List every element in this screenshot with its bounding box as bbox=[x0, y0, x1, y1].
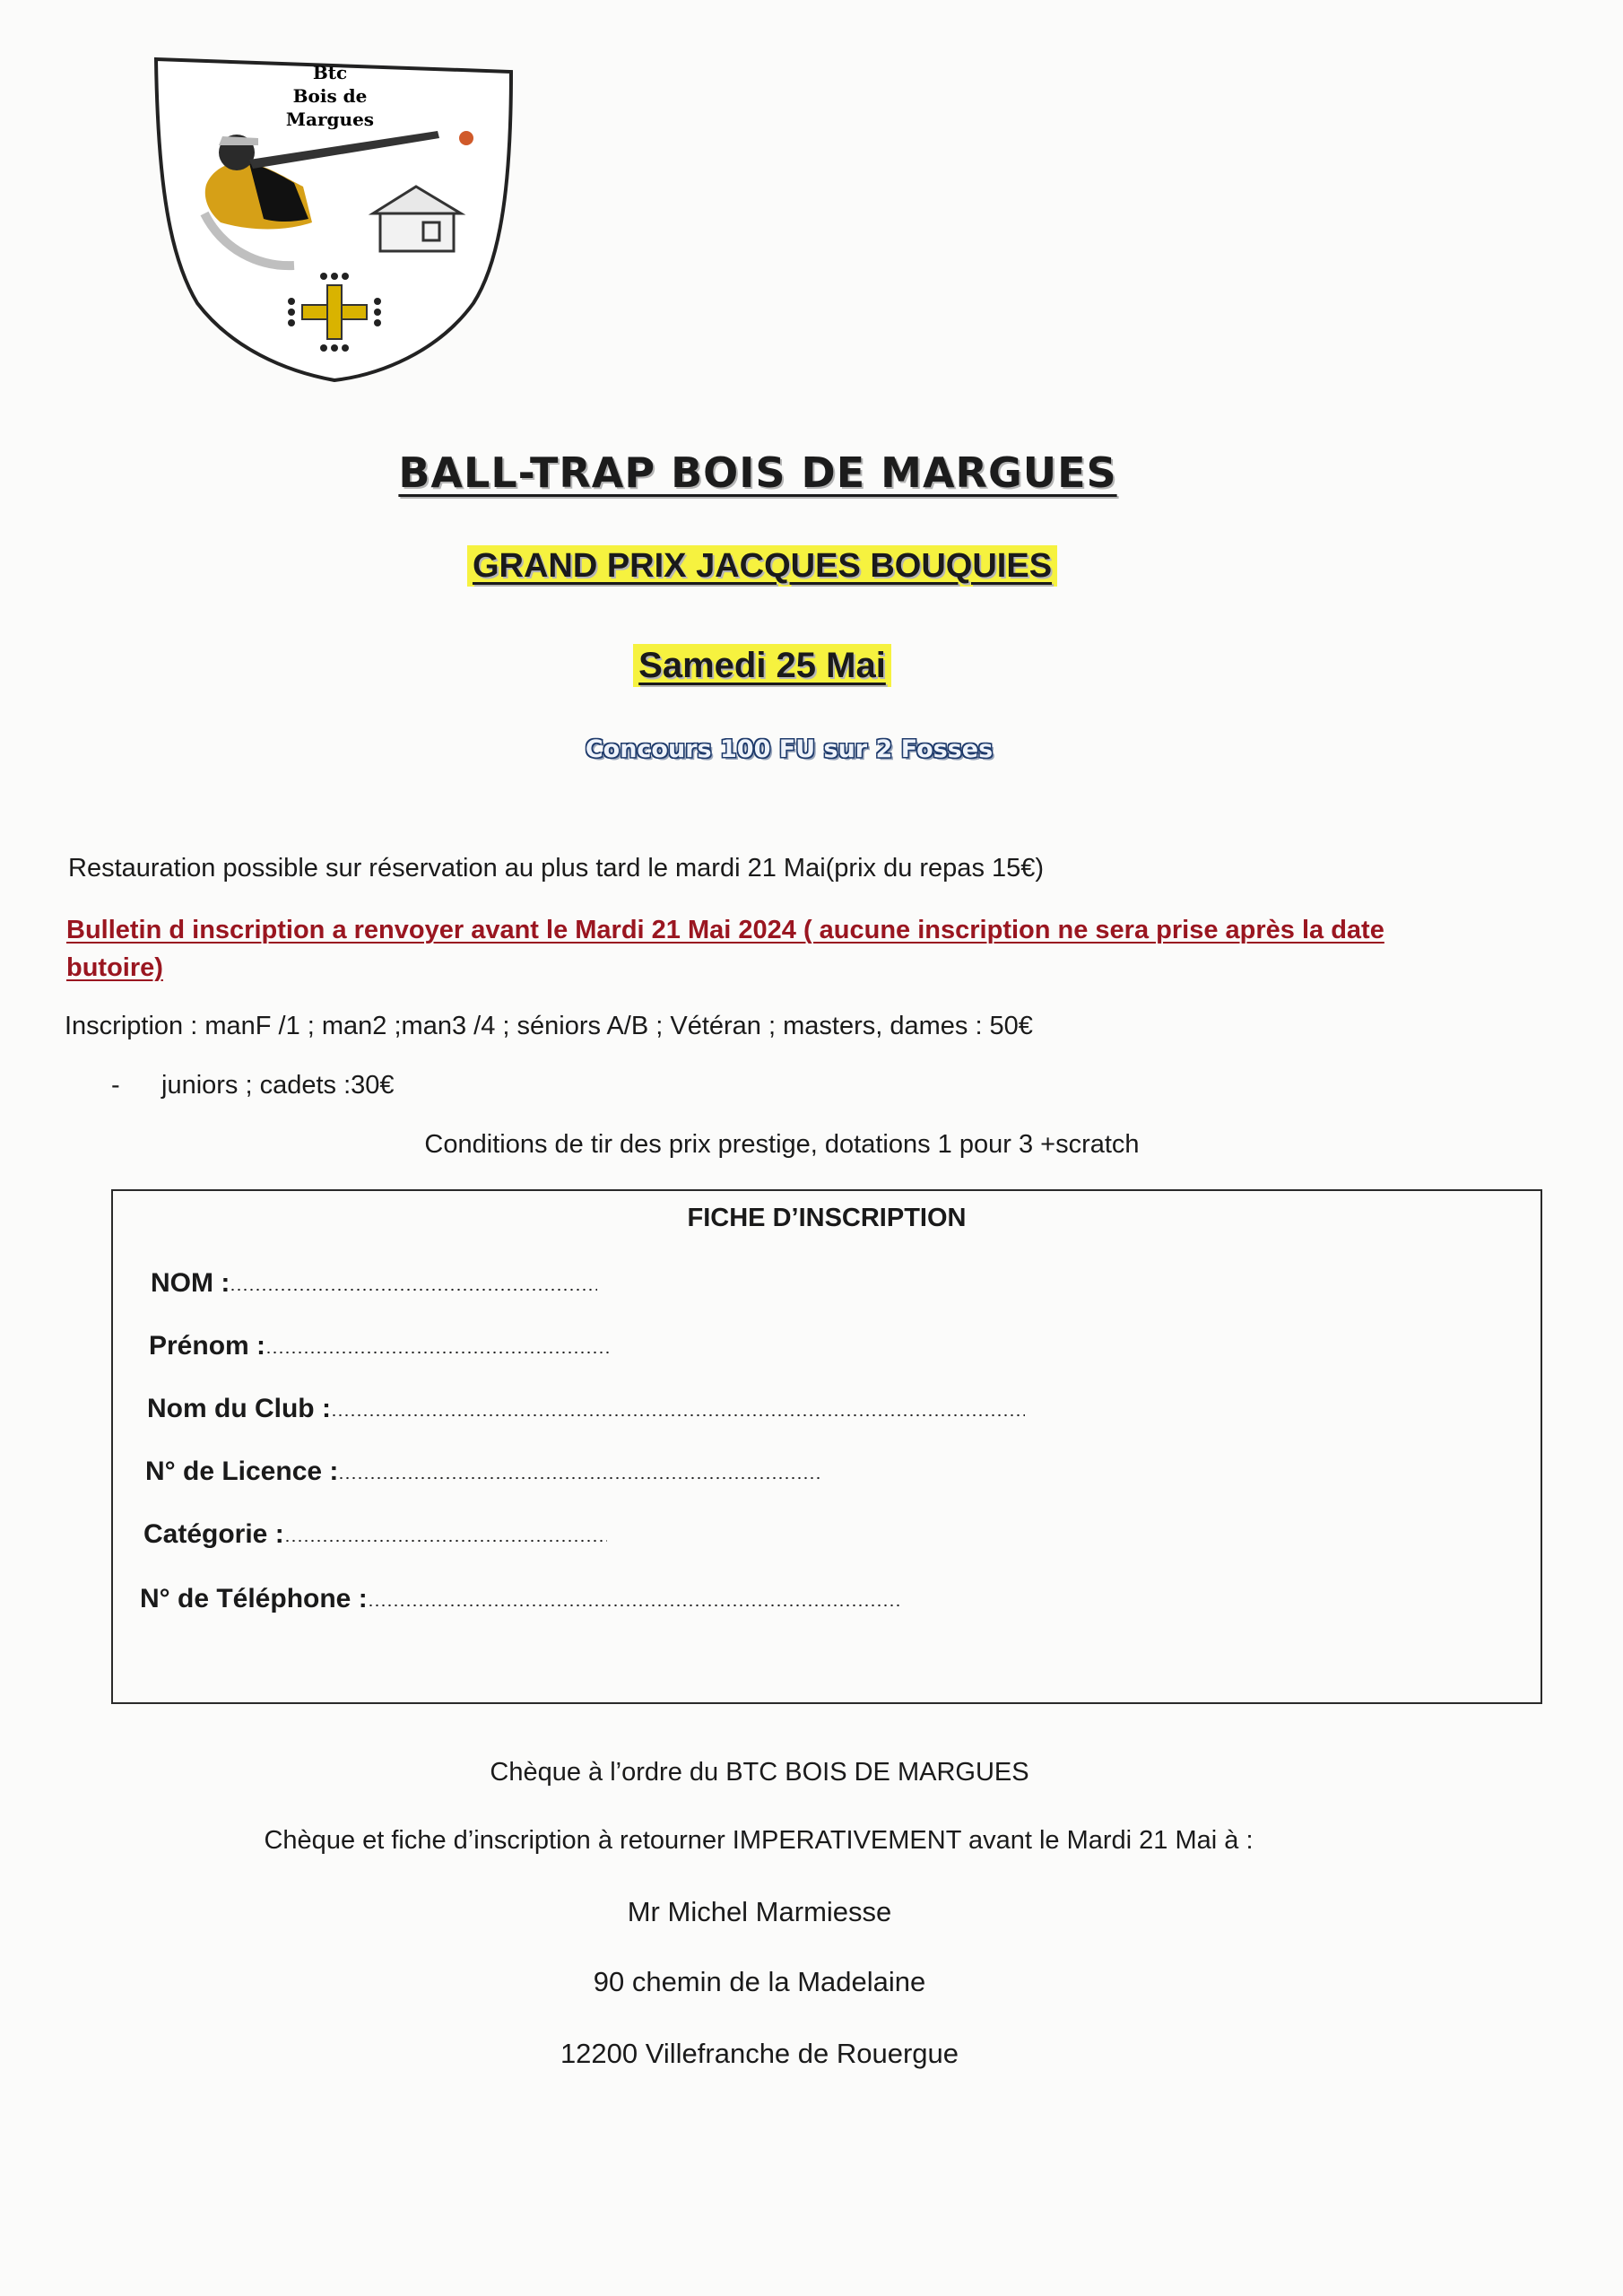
club-dotted-line[interactable] bbox=[331, 1413, 1025, 1417]
cheque-order-text: Chèque à l’ordre du BTC BOIS DE MARGUES bbox=[490, 1758, 1029, 1787]
registration-form bbox=[111, 1189, 1542, 1704]
event-date bbox=[0, 646, 1524, 686]
address-city: 12200 Villefranche de Rouergue bbox=[560, 2038, 959, 2069]
address-name: Mr Michel Marmiesse bbox=[627, 1896, 892, 1927]
club-logo bbox=[151, 52, 518, 384]
prenom-label: Prénom : bbox=[149, 1331, 266, 1361]
licence-label: N° de Licence : bbox=[145, 1457, 339, 1486]
bulletin-line-2: butoire) bbox=[66, 953, 163, 982]
registration-form-title: FICHE D’INSCRIPTION bbox=[687, 1204, 967, 1232]
telephone-label: N° de Téléphone : bbox=[140, 1584, 368, 1613]
logo-text-line-3: Margues bbox=[285, 109, 375, 130]
prenom-dotted-line[interactable] bbox=[265, 1351, 612, 1354]
restauration-text: Restauration possible sur réservation au plus tard le mardi 21 Mai(prix du repas 15€) bbox=[68, 854, 1045, 883]
address-street: 90 chemin de la Madelaine bbox=[593, 1966, 926, 1997]
page-title: BALL-TRAP BOIS DE MARGUES bbox=[398, 448, 1117, 497]
inscription-fees: Inscription : manF /1 ; man2 ;man3 /4 ; séniors A/B ; Vétéran ; masters, dames : 50€ bbox=[65, 1012, 1033, 1040]
categorie-field[interactable] bbox=[143, 1519, 607, 1550]
juniors-fees-text: juniors ; cadets :30€ bbox=[161, 1071, 395, 1100]
list-dash: - bbox=[111, 1071, 120, 1100]
nom-field[interactable] bbox=[151, 1268, 597, 1299]
categorie-label: Catégorie : bbox=[143, 1519, 284, 1549]
telephone-dotted-line[interactable] bbox=[368, 1604, 902, 1607]
club-label: Nom du Club : bbox=[147, 1394, 331, 1423]
nom-label: NOM : bbox=[151, 1268, 230, 1298]
logo-text-line-2: Bois de bbox=[292, 85, 368, 107]
conditions-text: Conditions de tir des prix prestige, dotations 1 pour 3 +scratch bbox=[424, 1130, 1140, 1159]
bulletin-deadline bbox=[66, 911, 1429, 987]
cheque-return-text: Chèque et fiche d’inscription à retourner IMPERATIVEMENT avant le Mardi 21 Mai à : bbox=[264, 1826, 1254, 1855]
clay-target-icon bbox=[459, 131, 473, 145]
bulletin-line-1: Bulletin d inscription a renvoyer avant le Mardi 21 Mai 2024 ( aucune inscription ne sera prise après la date bbox=[66, 916, 1384, 944]
event-date-text: Samedi 25 Mai bbox=[633, 644, 891, 687]
grand-prix-text: GRAND PRIX JACQUES BOUQUIES bbox=[467, 545, 1057, 587]
club-field[interactable] bbox=[147, 1394, 1025, 1424]
nom-dotted-line[interactable] bbox=[230, 1288, 597, 1292]
grand-prix-title bbox=[0, 547, 1524, 586]
prenom-field[interactable] bbox=[149, 1331, 612, 1361]
licence-field[interactable] bbox=[145, 1457, 820, 1487]
juniors-fees bbox=[111, 1071, 395, 1100]
telephone-field[interactable] bbox=[140, 1584, 902, 1614]
concours-subtitle: Concours 100 FU sur 2 Fosses bbox=[585, 735, 994, 763]
licence-dotted-line[interactable] bbox=[338, 1476, 820, 1480]
categorie-dotted-line[interactable] bbox=[284, 1539, 607, 1543]
logo-text-line-1: Btc bbox=[312, 62, 348, 83]
